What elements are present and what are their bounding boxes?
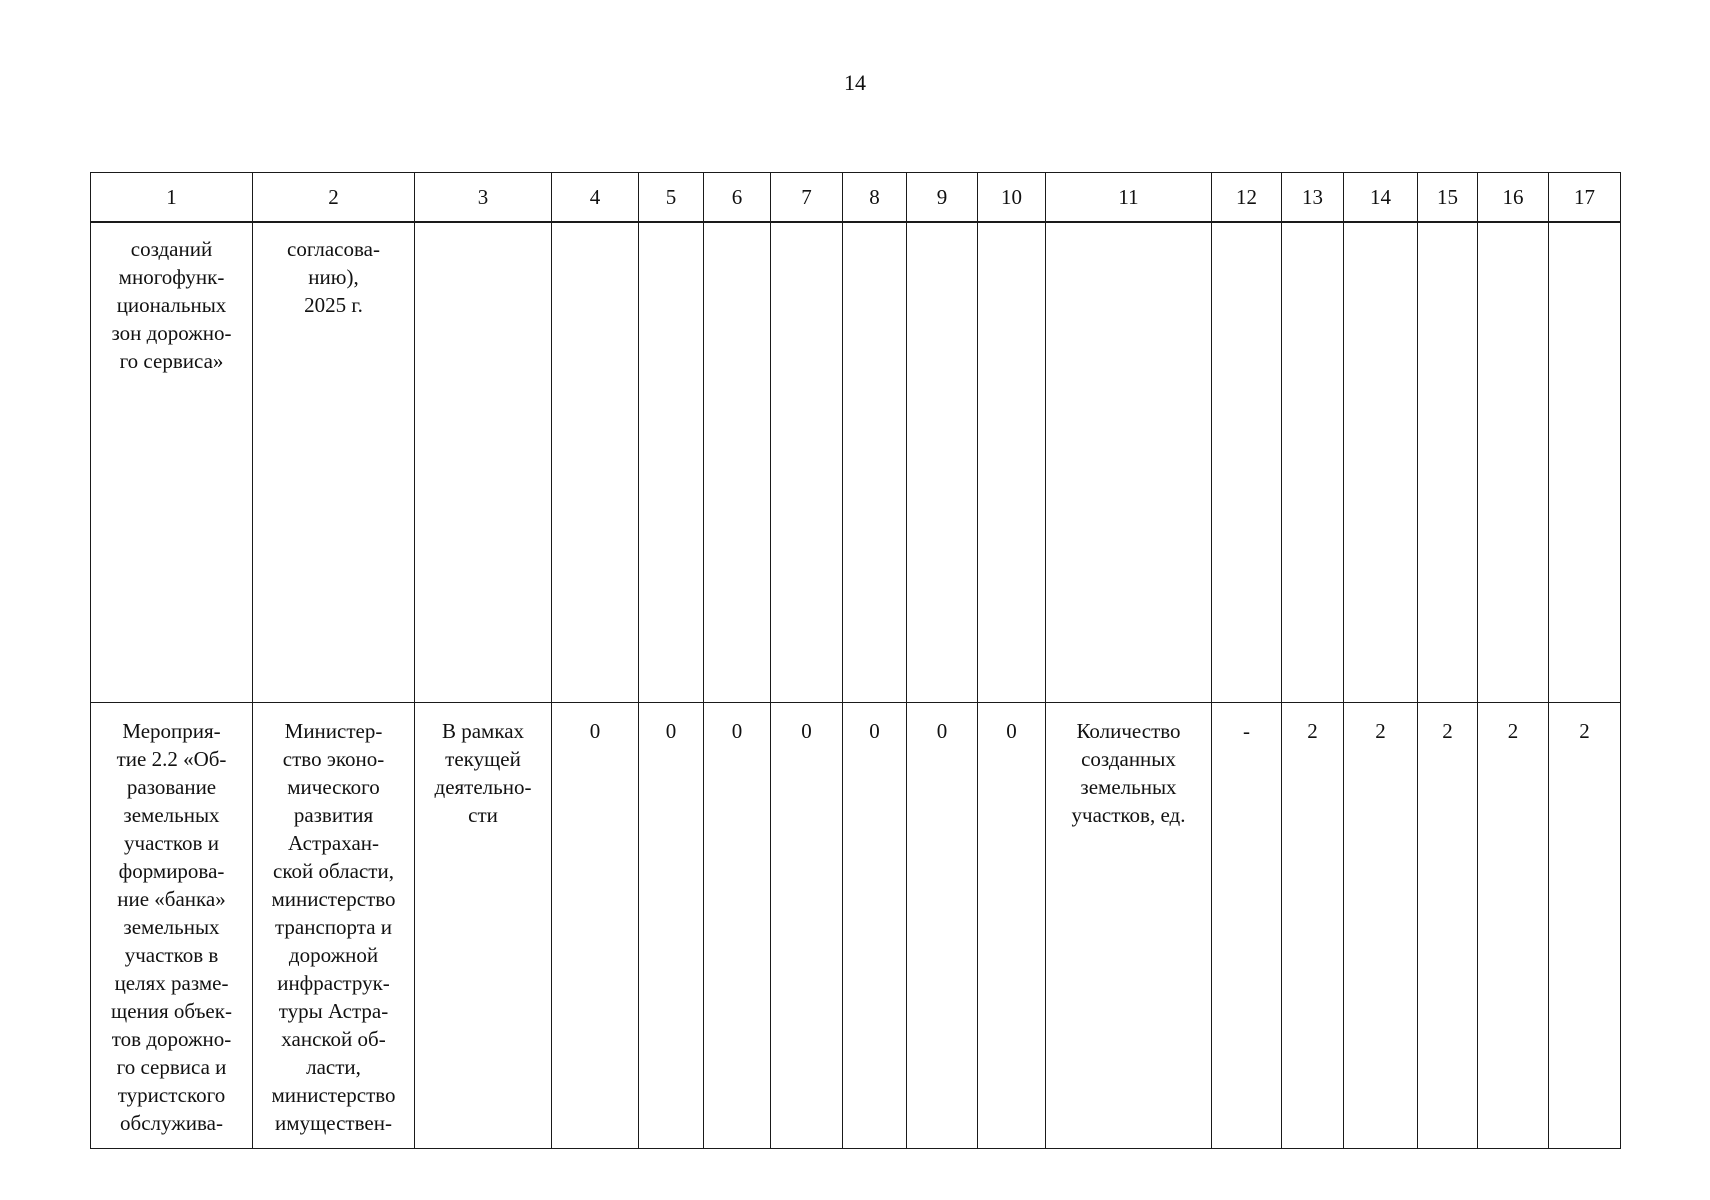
column-header: 5 [639,173,704,223]
value-cell [1549,222,1621,702]
column-header: 3 [415,173,552,223]
value-cell [907,222,978,702]
value-cell [1418,222,1478,702]
measure-name-cell [91,222,253,702]
value-cell [978,702,1046,1148]
measure-name-cell [91,702,253,1148]
cell-text: 0 [589,718,601,743]
column-header: 17 [1549,173,1621,223]
column-header: 4 [552,173,639,223]
indicator-cell [1046,222,1212,702]
value-cell [1478,222,1549,702]
column-header: 14 [1344,173,1418,223]
value-cell [552,222,639,702]
cell-text: 2 [1507,718,1519,743]
column-header: 16 [1478,173,1549,223]
value-cell [907,702,978,1148]
indicator-cell [1046,702,1212,1148]
column-header: 7 [771,173,843,223]
cell-text: 2 [1579,718,1590,743]
table-row [91,222,1621,702]
value-cell [978,222,1046,702]
cell-text: - [1243,718,1250,743]
cell-text: 0 [1006,718,1017,743]
value-cell [1212,702,1282,1148]
value-cell [1282,222,1344,702]
value-cell [704,702,771,1148]
value-cell [843,702,907,1148]
cell-text: 2 [1375,718,1386,743]
column-header: 9 [907,173,978,223]
value-cell [1212,222,1282,702]
page-number: 14 [844,70,866,95]
value-cell [704,222,771,702]
value-cell [843,222,907,702]
column-header: 12 [1212,173,1282,223]
value-cell [1478,702,1549,1148]
plan-table [90,172,1621,1149]
column-header: 6 [704,173,771,223]
table-row [91,702,1621,1148]
value-cell [1344,702,1418,1148]
column-header: 1 [91,173,253,223]
cell-text: Мероприя- тие 2.2 «Об- разование земельных участков и формирова- ние «банка» земельных участков в целях разме- щения объек- тов дорожно- го сервиса и туристского обслужива- [111,718,232,1135]
executor-cell [253,222,415,702]
funding-source-cell [415,222,552,702]
cell-text: 0 [869,718,880,743]
cell-text: согласова- нию), 2025 г. [287,237,380,317]
funding-source-cell [415,702,552,1148]
table-header-row [91,173,1621,223]
value-cell [771,222,843,702]
cell-text: 0 [731,718,743,743]
value-cell [771,702,843,1148]
value-cell [639,702,704,1148]
executor-cell [253,702,415,1148]
column-header: 10 [978,173,1046,223]
cell-text: 2 [1442,718,1453,743]
value-cell [552,702,639,1148]
value-cell [1549,702,1621,1148]
cell-text: 0 [801,718,812,743]
cell-text: Количество созданных земельных участков, ед. [1071,718,1186,827]
value-cell [639,222,704,702]
column-header: 2 [253,173,415,223]
cell-text: 2 [1307,718,1318,743]
cell-text: 0 [936,718,948,743]
cell-text: 0 [665,718,677,743]
value-cell [1282,702,1344,1148]
cell-text: Министер- ство эконо- мического развития Астрахан- ской области, министерство транспорта и дорожной инфраструк- туры Астра- ханской об- ласти, министерство имуществен- [271,718,396,1135]
value-cell [1418,702,1478,1148]
column-header: 15 [1418,173,1478,223]
column-header: 11 [1046,173,1212,223]
cell-text: созданий многофунк- циональных зон дорожно- го сервиса» [111,237,232,373]
cell-text: В рамках текущей деятельно- сти [434,718,532,827]
value-cell [1344,222,1418,702]
column-header: 8 [843,173,907,223]
column-header: 13 [1282,173,1344,223]
